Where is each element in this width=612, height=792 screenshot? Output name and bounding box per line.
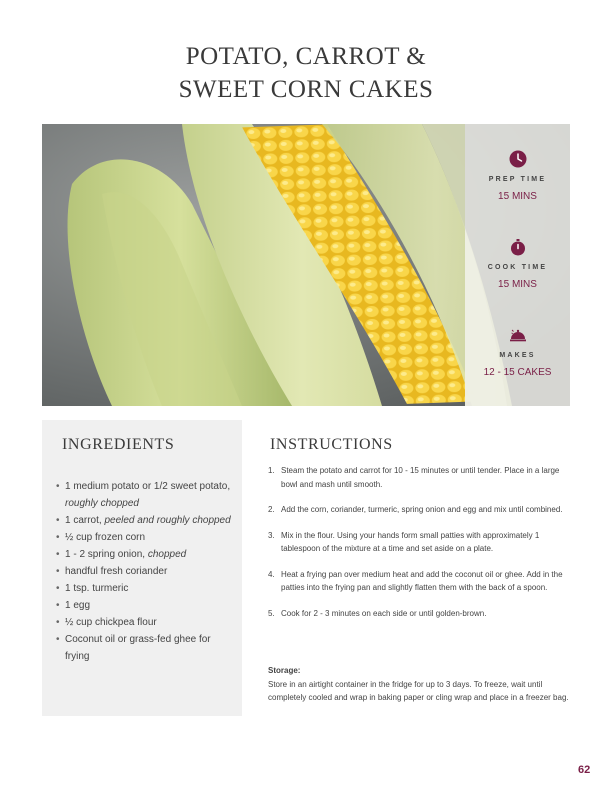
cook-time-label: COOK TIME [487, 264, 548, 271]
recipe-meta-panel [465, 124, 570, 406]
instructions-list [268, 464, 573, 632]
ingredient-item: • 1 carrot, peeled and roughly chopped [56, 512, 236, 529]
ingredient-item: • handful fresh coriander [56, 563, 236, 580]
instruction-step: 5. Cook for 2 - 3 minutes on each side or until golden-brown. [268, 608, 487, 618]
instruction-step: 2. Add the corn, coriander, turmeric, spring onion and egg and mix until combined. [268, 505, 563, 514]
storage-note [268, 664, 573, 705]
prep-time-value: 15 MINS [498, 191, 537, 202]
ingredient-item: • 1 tsp. turmeric [56, 580, 236, 597]
serving-dish-icon [509, 326, 527, 344]
instruction-step: 3. Mix in the flour. Using your hands form small patties with approximately 1 tablespoon of the mixture at a time and set aside on a plate. [268, 530, 540, 553]
cook-time [465, 238, 570, 290]
page-number: 62 [578, 764, 591, 776]
storage-text: Store in an airtight container in the fridge for up to 3 days. To freeze, wait until completely cooled and wrap in baking paper or cling wrap and place in a freezer bag. [268, 679, 569, 702]
title-line-1: POTATO, CARROT & [185, 43, 427, 70]
ingredient-item: • ½ cup chickpea flour [56, 614, 236, 631]
instructions-heading: INSTRUCTIONS [270, 436, 393, 453]
instruction-step: 4. Heat a frying pan over medium heat and add the coconut oil or ghee. Add in the patties into the frying pan and slightly flatten them with the back of a spoon. [268, 569, 563, 592]
title-line-2: SWEET CORN CAKES [178, 76, 434, 103]
ingredients-list [56, 478, 236, 665]
recipe-title [0, 40, 612, 106]
prep-time-label: PREP TIME [488, 176, 547, 183]
makes-label: MAKES [499, 352, 536, 359]
cook-time-value: 15 MINS [498, 279, 537, 290]
stopwatch-icon [509, 238, 527, 256]
ingredient-item: • Coconut oil or grass-fed ghee for frying [56, 631, 236, 665]
instruction-step: 1. Steam the potato and carrot for 10 - 15 minutes or until tender. Place in a large bowl and mash until smooth. [268, 466, 560, 489]
ingredient-item: • 1 - 2 spring onion, chopped [56, 546, 236, 563]
clock-icon [509, 150, 527, 168]
makes [465, 326, 570, 378]
ingredient-item: • 1 egg [56, 597, 236, 614]
storage-heading: Storage: [268, 666, 301, 675]
makes-value: 12 - 15 CAKES [483, 367, 552, 378]
prep-time [465, 150, 570, 202]
ingredient-item: • 1 medium potato or 1/2 sweet potato, roughly chopped [56, 478, 236, 512]
ingredients-heading: INGREDIENTS [62, 436, 175, 453]
ingredients-panel [42, 420, 242, 716]
ingredient-item: • ½ cup frozen corn [56, 529, 236, 546]
